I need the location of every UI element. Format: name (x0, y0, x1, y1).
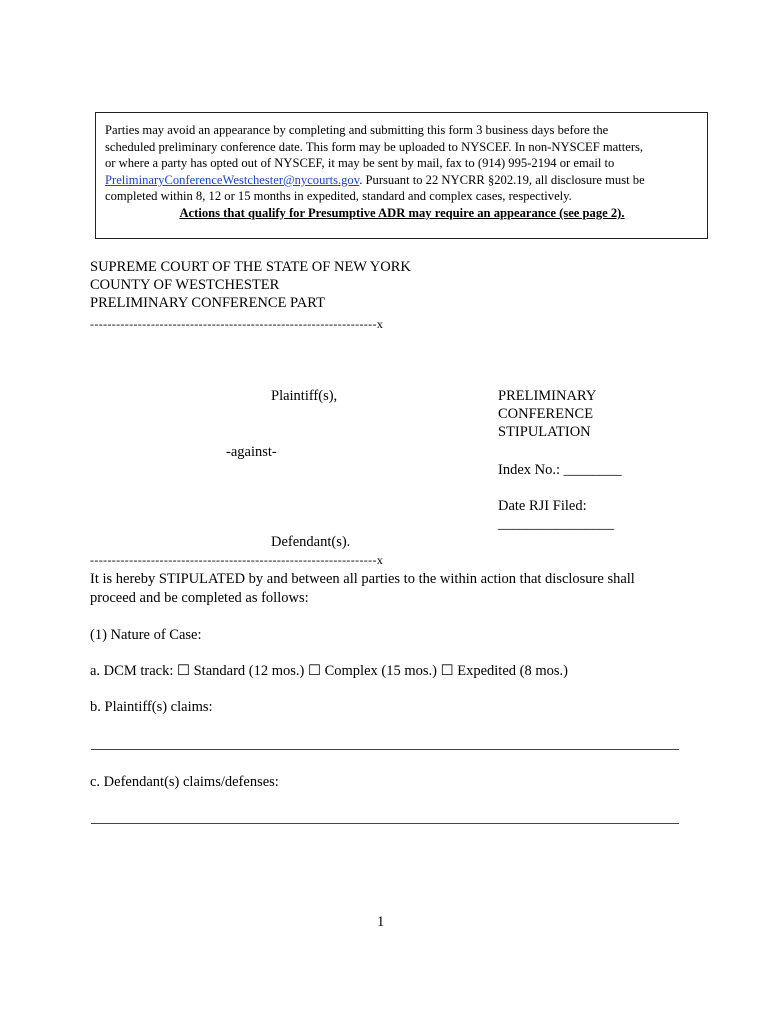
caption-separator-bottom: ------------------------------------------------------------------x (90, 553, 384, 567)
nature-of-case-heading: (1) Nature of Case: (90, 627, 202, 643)
index-number-field[interactable]: Index No.: ________ (498, 462, 622, 478)
defendant-claims-label: c. Defendant(s) claims/defenses: (90, 774, 279, 790)
appearance-notice-box (95, 112, 708, 239)
stipulation-title-2: CONFERENCE (498, 406, 594, 422)
against-label: -against- (226, 444, 277, 460)
part-name: PRELIMINARY CONFERENCE PART (90, 295, 325, 311)
page-number: 1 (377, 914, 385, 930)
stipulation-title-3: STIPULATION (498, 424, 591, 440)
email-link[interactable]: PreliminaryConferenceWestchester@nycourts.gov (105, 172, 360, 187)
caption-separator-top: ------------------------------------------------------------------x (90, 317, 384, 331)
dcm-track-options[interactable]: a. DCM track: ☐ Standard (12 mos.) ☐ Complex (15 mos.) ☐ Expedited (8 mos.) (90, 663, 568, 679)
notice-line: or where a party has opted out of NYSCEF, it may be sent by mail, fax to (914) 995-2194 or email to (105, 156, 615, 171)
stipulation-text-2: proceed and be completed as follows: (90, 590, 309, 606)
notice-line: scheduled preliminary conference date. This form may be uploaded to NYSCEF. In non-NYSCEF matters, (105, 139, 644, 154)
notice-line: completed within 8, 12 or 15 months in expedited, standard and complex cases, respectively. (105, 189, 572, 204)
date-rji-label: Date RJI Filed: (498, 498, 587, 514)
plaintiff-claims-label: b. Plaintiff(s) claims: (90, 699, 213, 715)
date-rji-field[interactable]: ________________ (498, 516, 614, 532)
notice-line (105, 172, 699, 189)
notice-line-rest: . Pursuant to 22 NYCRR §202.19, all disclosure must be (359, 172, 645, 187)
county-name: COUNTY OF WESTCHESTER (90, 277, 280, 293)
court-heading (90, 258, 411, 312)
stipulation-text-1: It is hereby STIPULATED by and between all parties to the within action that disclosure shall (90, 571, 635, 587)
plaintiff-claims-input-line[interactable] (91, 749, 679, 750)
defendant-claims-input-line[interactable] (91, 823, 679, 824)
notice-line: Parties may avoid an appearance by completing and submitting this form 3 business days before the (105, 123, 609, 137)
stipulation-title-1: PRELIMINARY (498, 388, 597, 404)
court-name: SUPREME COURT OF THE STATE OF NEW YORK (90, 259, 411, 275)
plaintiff-label: Plaintiff(s), (271, 388, 338, 404)
defendant-label: Defendant(s). (271, 534, 351, 550)
adr-notice: Actions that qualify for Presumptive ADR may require an appearance (see page 2). (179, 205, 625, 220)
